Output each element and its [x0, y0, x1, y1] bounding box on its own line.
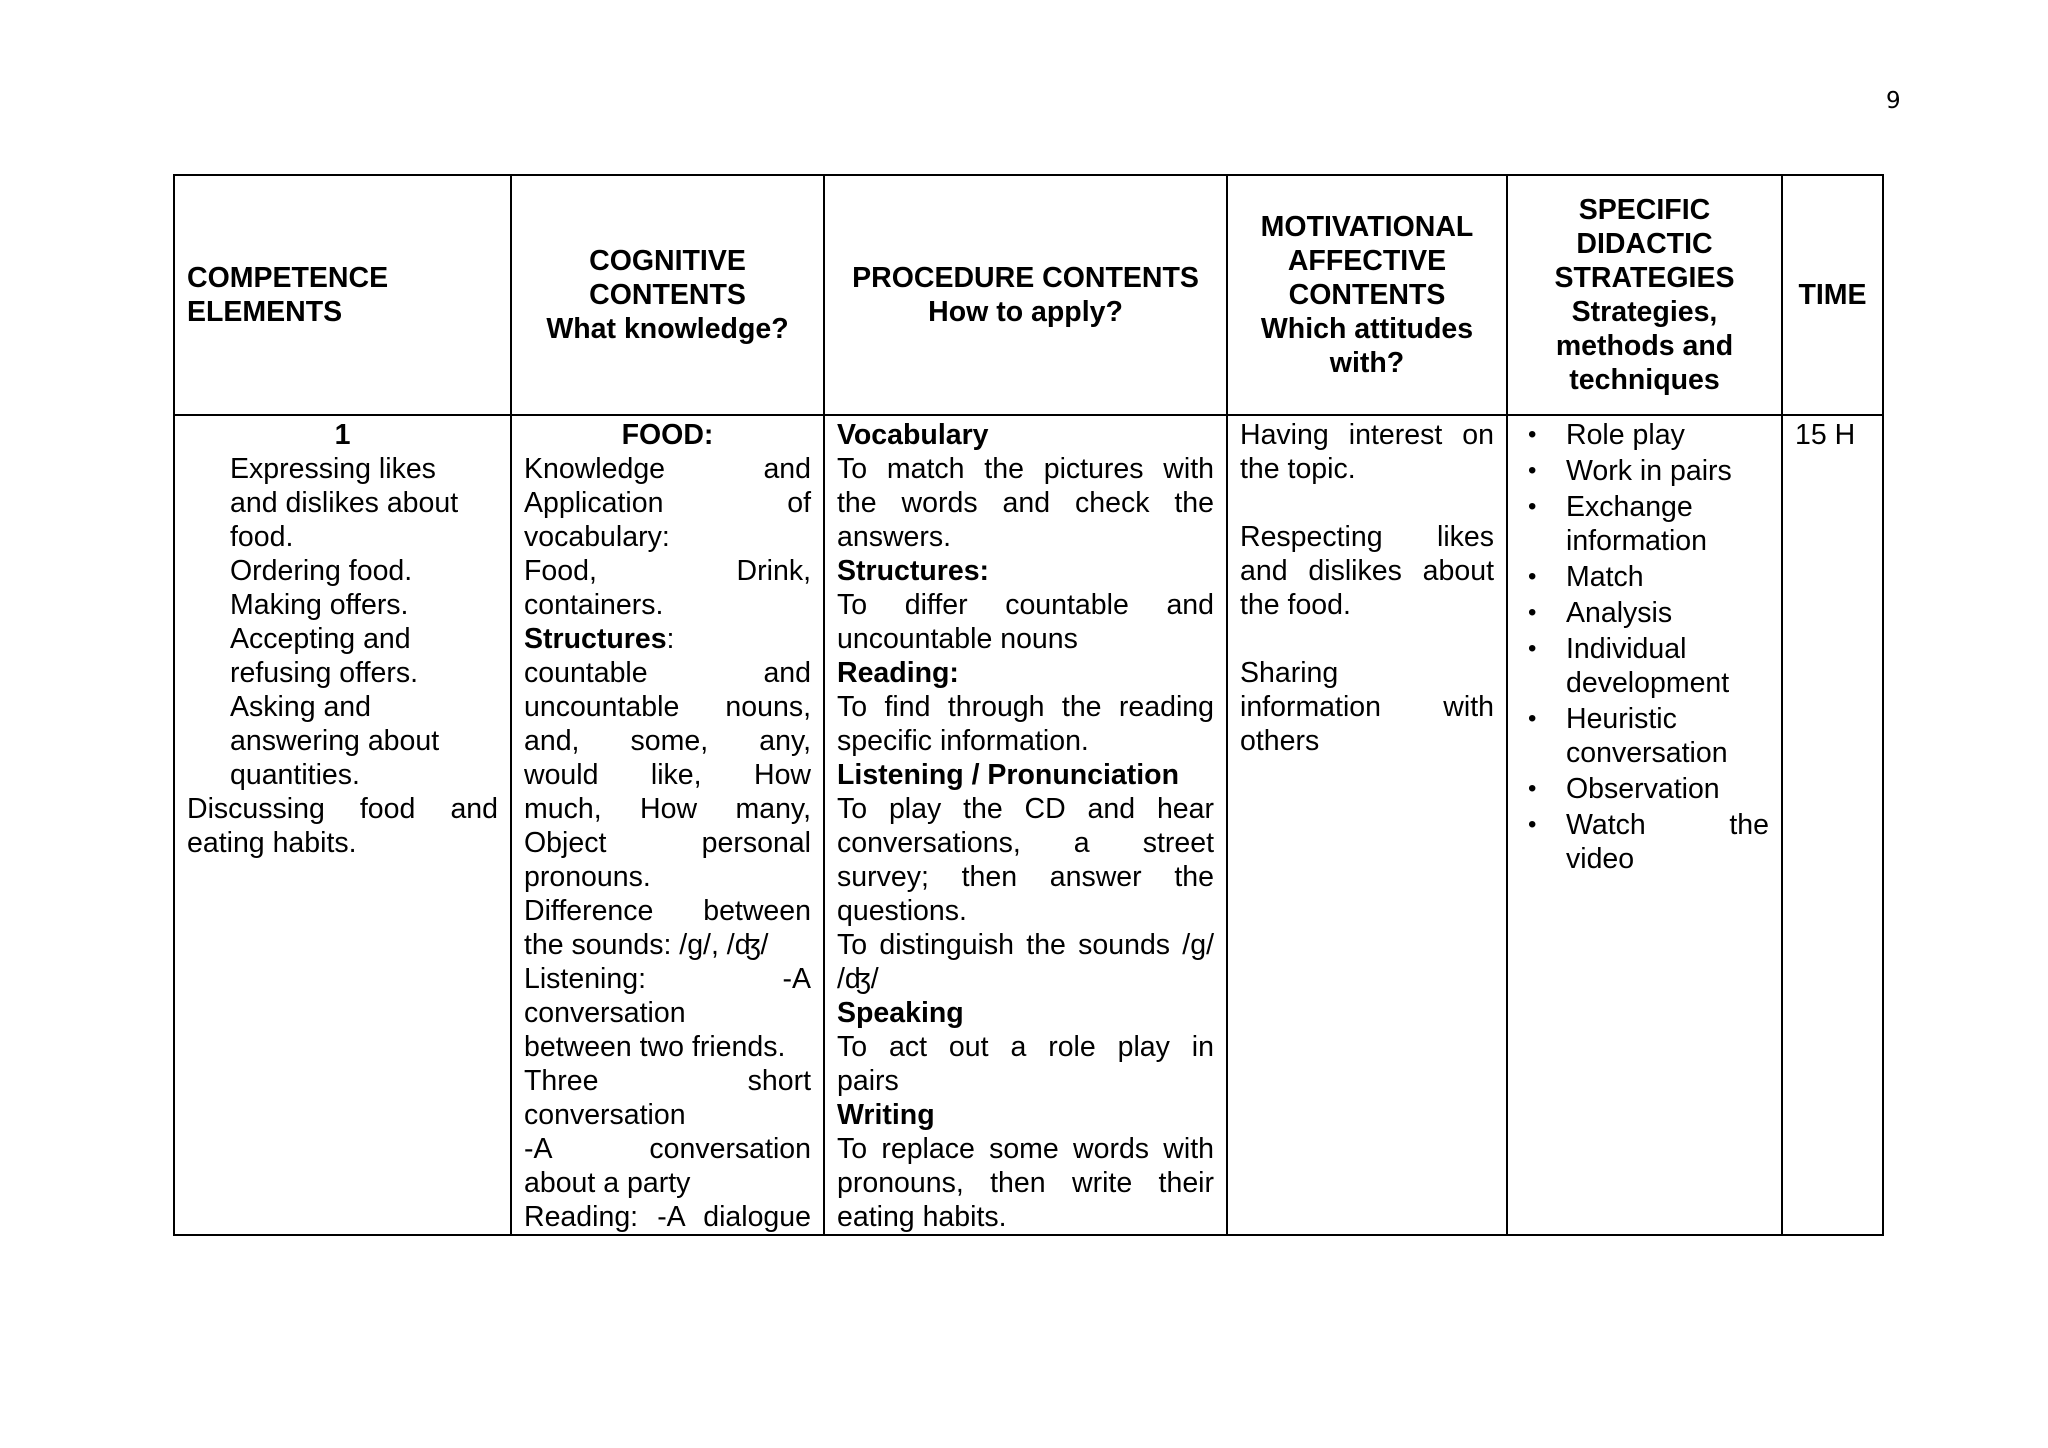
procedure-line: eating habits.	[837, 1201, 1007, 1233]
strategy-line: Match	[1566, 561, 1644, 593]
procedure-line: To distinguish the sounds /g/	[837, 929, 1214, 961]
cognitive-title: FOOD:	[621, 419, 714, 451]
strategy-item	[1522, 808, 1769, 876]
strategy-item	[1522, 490, 1769, 558]
procedure-line: specific information.	[837, 725, 1089, 757]
procedure-heading: Structures:	[837, 555, 990, 587]
cognitive-line: vocabulary:	[524, 521, 670, 553]
cognitive-line: the sounds: /g/, /ʤ/	[524, 929, 769, 961]
procedure-line: uncountable nouns	[837, 623, 1078, 655]
procedure-line: To act out a role play in	[837, 1031, 1214, 1063]
cognitive-lines	[524, 452, 811, 622]
header-text: with?	[1329, 347, 1405, 379]
strategy-item	[1522, 454, 1769, 488]
cognitive-line: Three short	[524, 1065, 811, 1097]
header-text: STRATEGIES	[1554, 262, 1735, 294]
header-motivational	[1227, 175, 1507, 415]
header-text: SPECIFIC	[1578, 194, 1711, 226]
competence-last-line: eating habits.	[187, 827, 357, 859]
motivational-line: others	[1240, 725, 1320, 757]
procedure-line: To replace some words with	[837, 1133, 1214, 1165]
cognitive-line: between two friends.	[524, 1031, 786, 1063]
time-cell	[1782, 415, 1883, 1235]
strategy-line: Observation	[1566, 773, 1720, 805]
header-text: PROCEDURE CONTENTS	[852, 262, 1199, 294]
motivational-paragraphs	[1240, 418, 1494, 758]
header-text: AFFECTIVE	[1287, 245, 1447, 277]
lesson-plan-table	[173, 174, 1884, 1236]
bullet-icon: •	[1528, 775, 1537, 802]
strategy-line: conversation	[1566, 737, 1728, 769]
header-text: CONTENTS	[1288, 279, 1446, 311]
strategy-item	[1522, 772, 1769, 806]
header-text: COGNITIVE	[589, 245, 746, 277]
competence-item-line: Accepting and	[230, 623, 411, 655]
header-row	[174, 175, 1883, 415]
header-text: What knowledge?	[546, 313, 789, 345]
cognitive-line: -A conversation	[524, 1133, 811, 1165]
paragraph-gap	[1240, 622, 1494, 656]
competence-item-line: answering about	[230, 725, 440, 757]
motivational-cell	[1227, 415, 1507, 1235]
cognitive-line: much, How many,	[524, 793, 811, 825]
header-procedure	[824, 175, 1227, 415]
bullet-icon: •	[1528, 811, 1537, 838]
strategies-list	[1522, 418, 1769, 876]
motivational-line: the food.	[1240, 589, 1351, 621]
procedure-line: To match the pictures with	[837, 453, 1214, 485]
procedure-heading: Reading:	[837, 657, 959, 689]
competence-last-lines	[187, 792, 498, 860]
procedure-line: the words and check the	[837, 487, 1214, 519]
header-text: How to apply?	[928, 296, 1123, 328]
competence-item-line: Ordering food.	[230, 555, 413, 587]
cognitive-lines-2	[524, 656, 811, 1234]
strategy-line: Role play	[1566, 419, 1685, 451]
cognitive-line: Difference between	[524, 895, 811, 927]
competence-item-line: refusing offers.	[230, 657, 418, 689]
bullet-icon: •	[1528, 599, 1537, 626]
strategy-line: Analysis	[1566, 597, 1673, 629]
strategy-item	[1522, 560, 1769, 594]
strategy-line: Exchange	[1566, 491, 1693, 523]
procedure-line: /ʤ/	[837, 963, 879, 995]
procedure-heading: Vocabulary	[837, 419, 989, 451]
strategy-item	[1522, 596, 1769, 630]
procedure-line: To find through the reading	[837, 691, 1214, 723]
competence-item-line: food.	[230, 521, 294, 553]
competence-item-line: quantities.	[230, 759, 360, 791]
competence-item-line: Asking and	[230, 691, 372, 723]
motivational-line: Respecting likes	[1240, 521, 1494, 553]
motivational-line: Sharing	[1240, 657, 1339, 689]
procedure-heading: Writing	[837, 1099, 935, 1131]
procedure-sections	[837, 418, 1214, 1234]
cognitive-line: Object personal	[524, 827, 811, 859]
competence-items	[187, 452, 498, 792]
procedure-heading: Speaking	[837, 997, 964, 1029]
competence-last-line: Discussing food and	[187, 793, 498, 825]
header-text: CONTENTS	[589, 279, 746, 311]
cognitive-line: uncountable nouns,	[524, 691, 811, 723]
procedure-line: To differ countable and	[837, 589, 1214, 621]
bullet-icon: •	[1528, 457, 1537, 484]
cognitive-line: and, some, any,	[524, 725, 811, 757]
cognitive-line: Food, Drink,	[524, 555, 811, 587]
cognitive-line: Knowledge and	[524, 453, 811, 485]
competence-item-line: Expressing likes	[230, 453, 436, 485]
paragraph-gap	[1240, 486, 1494, 520]
cognitive-line: containers.	[524, 589, 664, 621]
header-text: methods and	[1555, 330, 1734, 362]
header-text: ELEMENTS	[187, 296, 343, 328]
strategies-cell	[1507, 415, 1782, 1235]
competence-item-line: and dislikes about	[230, 487, 459, 519]
cognitive-line: pronouns.	[524, 861, 651, 893]
cognitive-line: Reading: -A dialogue	[524, 1201, 811, 1233]
cognitive-line: would like, How	[524, 759, 811, 791]
competence-number: 1	[334, 419, 351, 451]
procedure-line: questions.	[837, 895, 967, 927]
cognitive-line: conversation	[524, 997, 686, 1029]
procedure-line: answers.	[837, 521, 952, 553]
strategy-line: Heuristic	[1566, 703, 1677, 735]
procedure-line: conversations, a street	[837, 827, 1214, 859]
procedure-line: pairs	[837, 1065, 899, 1097]
content-row	[174, 415, 1883, 1235]
motivational-line: and dislikes about	[1240, 555, 1494, 587]
competence-item-line: Making offers.	[230, 589, 409, 621]
procedure-line: To play the CD and hear	[837, 793, 1214, 825]
procedure-line: pronouns, then write their	[837, 1167, 1214, 1199]
competence-cell	[174, 415, 511, 1235]
header-text: Which attitudes	[1260, 313, 1474, 345]
header-text: Strategies,	[1571, 296, 1718, 328]
bullet-icon: •	[1528, 421, 1537, 448]
motivational-line: the topic.	[1240, 453, 1356, 485]
strategy-line: Watch the	[1566, 809, 1769, 841]
motivational-line: Having interest on	[1240, 419, 1494, 451]
header-text: TIME	[1798, 279, 1867, 311]
time-value: 15 H	[1795, 419, 1856, 451]
strategy-line: information	[1566, 525, 1707, 557]
cognitive-line: about a party	[524, 1167, 691, 1199]
motivational-line: information with	[1240, 691, 1494, 723]
header-cognitive	[511, 175, 824, 415]
cognitive-line: conversation	[524, 1099, 686, 1131]
cognitive-cell	[511, 415, 824, 1235]
structures-colon: :	[666, 623, 675, 655]
header-time	[1782, 175, 1883, 415]
cognitive-line: Listening: -A	[524, 963, 811, 995]
bullet-icon: •	[1528, 635, 1537, 662]
strategy-line: Individual	[1566, 633, 1687, 665]
structures-label: Structures	[524, 623, 667, 655]
header-competence	[174, 175, 511, 415]
strategy-line: development	[1566, 667, 1730, 699]
header-text: DIDACTIC	[1576, 228, 1713, 260]
bullet-icon: •	[1528, 705, 1537, 732]
procedure-cell	[824, 415, 1227, 1235]
page-number: 9	[1886, 88, 1901, 114]
strategy-item	[1522, 632, 1769, 700]
header-text: MOTIVATIONAL	[1260, 211, 1474, 243]
bullet-icon: •	[1528, 493, 1537, 520]
strategy-line: video	[1566, 843, 1635, 875]
header-text: COMPETENCE	[187, 262, 389, 294]
procedure-heading: Listening / Pronunciation	[837, 759, 1179, 791]
header-text: techniques	[1569, 364, 1720, 396]
strategy-line: Work in pairs	[1566, 455, 1732, 487]
cognitive-line: Application of	[524, 487, 811, 519]
header-strategies	[1507, 175, 1782, 415]
cognitive-line: countable and	[524, 657, 811, 689]
strategy-item	[1522, 702, 1769, 770]
strategy-item	[1522, 418, 1769, 452]
bullet-icon: •	[1528, 563, 1537, 590]
cognitive-structures	[524, 622, 811, 656]
procedure-line: survey; then answer the	[837, 861, 1214, 893]
